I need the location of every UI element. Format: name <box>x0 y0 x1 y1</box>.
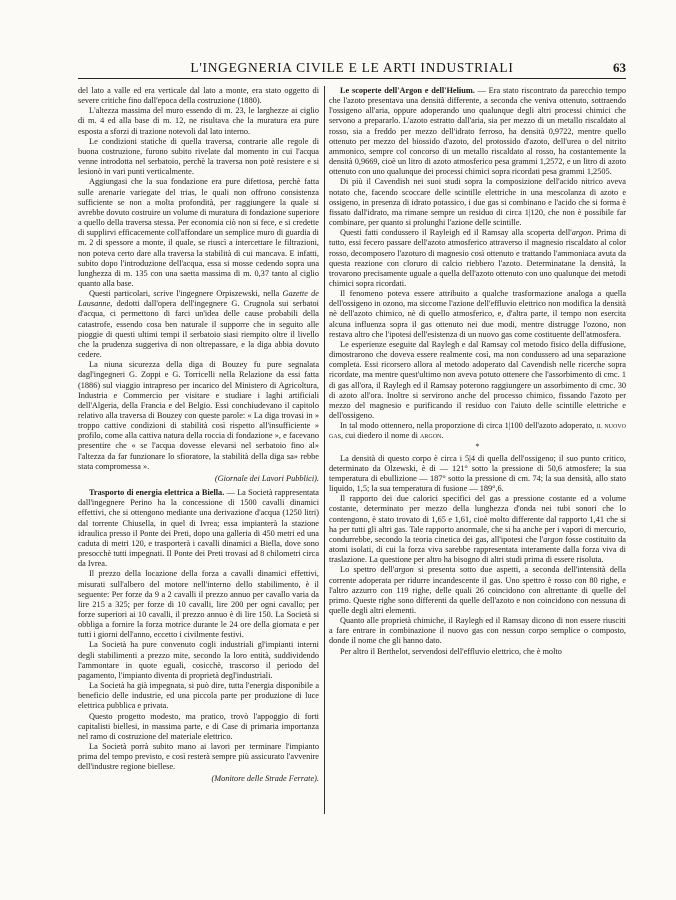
paragraph: Il fenomeno poteva essere attribuito a qualche trasformazione analoga a quella dell'ossigeno in ozono, ma siccome l'azione dell'effluvio elettrico non modifica la densità nè dell'azoto chimico, nè di quello atmosferico, e, d'altra parte, il tempo non esercita alcuna influenza sopra il gas ottenuto nei due modi, mentre distrugge l'ozono, non restava altro che l'ipotesi dell'esistenza di un nuovo gas come costituente dell'atmosfera. <box>329 289 626 339</box>
paragraph: La niuna sicurezza della diga di Bouzey fu pure segnalata dagl'ingegneri G. Zoppi e G. Torricelli nella Relazione da essi fatta (1886) sul viaggio intrapreso per incarico del Ministero di Agricoltura, Industria e Commercio per visitare e studiare i laghi artificiali dell'Algeria, della Francia e del Belgio. Essi conchiudevano il capitolo relativo alla traversa di Bouzey con queste parole: « La diga trovasi in » troppo cattive condizioni di stabilità così rispetto all'insufficiente » profilo, come alla cattiva natura della roccia di fondazione », e facevano presentire che « se l'acqua dovesse elevarsi nel serbatoio fino al» l'altezza da far funzionare lo sfioratore, la stabilità della diga sa» rebbe stata compromessa ». <box>78 360 319 471</box>
source-citation: (Monitore delle Strade Ferrate). <box>211 774 319 784</box>
text-run: — La Società rappresentata dall'ingegnere Perino ha la concessione di 1500 cavalli dinamici effettivi, che si ottengono mediante una derivazione d'acqua (1250 litri) dal torrente Chiusella, in quel di Ivrea; essa impianterà la stazione idraulica presso il Ponte dei Preti, dopo una galleria di 450 metri ed una caduta di metri 120, e trasporterà i cavalli dinamici a Biella, dove sono presocchè tutti impegnati. Il Ponte dei Preti trovasi ad 8 chilometri circa da Ivrea. <box>78 488 319 569</box>
text-run: . Prima di tutto, essi fecero passare dell'azoto atmosferico attraverso il magnesio riscaldato al color rosso, decomposero l'azoturo di magnesio così ottenuto e trattando l'ammoniaca avuta da questa reazione con cloruro di calcio riebbero l'azoto. Determinatane la densità, la trovarono precisamente uguale a quella dell'azoto ottenuto con uno qualunque dei metodi chimici sopra ricordati. <box>329 228 626 288</box>
paragraph: Questo progetto modesto, ma pratico, trovò l'appoggio di forti capitalisti biellesi, in massima parte, e di Case di primaria importanza nel ramo di costruzione del materiale elettrico. <box>78 711 319 741</box>
paragraph <box>329 494 626 565</box>
section-heading: Trasporto di energia elettrica a Biella. <box>89 488 225 498</box>
paragraph: Per altro il Berthelot, servendosi dell'effluvio elettrico, che è molto <box>340 646 562 656</box>
paragraph: La Società ha pure convenuto cogli industriali gl'impianti interni degli stabilimenti a prezzo mite, secondo la loro entità, suddividendo l'ammontare in quote eguali, cosicchè, trascorso il periodo del pagamento, l'impianto diventa di proprietà degl'industriali. <box>78 640 319 680</box>
text-run: argon <box>571 228 592 238</box>
paragraph <box>329 228 626 289</box>
text-run: — Era stato riscontrato da parecchio tempo che l'azoto presentava una densità differente, a seconda che veniva ottenuto, sottraendo l'ossigeno all'aria, oppure adoperando uno qualunque degli altri processi chimici che servono a prepararlo. L'azoto estratto dall'aria, sia per mezzo di un metallo riscaldato al rosso, sia a freddo per mezzo dell'idrato ferroso, ha densità 0,9722, mentre quello ottenuto per mezzo del biossido d'azoto, del protossido d'azoto, dell'urea o del nitrito ammonico, sempre col concorso di un metallo riscaldato al rosso, ha costantemente la densità 0,9669, cioè un litro di azoto atmosferico pesa grammi 1,2572, e un litro di azoto ottenuto con uno qualunque dei processi chimici sopra ricordati pesa grammi 1,2505. <box>329 86 626 177</box>
paragraph: Di più il Cavendish nei suoi studi sopra la composizione dell'acido nitrico aveva notato che, facendo scoccare delle scintille elettriche in una mescolanza di azoto e ossigeno, in presenza di idrato potassico, i due gas si combinano e l'acido che si forma è fissato dall'idrato, ma rimane sempre un residuo di circa 1|120, che non è possibile far combinare, per quanto si prolunghi l'azione delle scintille. <box>329 177 626 228</box>
text-run: il nuovo gas <box>329 421 626 441</box>
paragraph <box>329 421 626 441</box>
text-run: fosse costituito da atomi isolati, di cui la forza viva sarebbe rappresentata interamente dalla forza viva di traslazione. La questione per altro ha bisogno di altri studi prima di essere risoluta. <box>329 534 626 565</box>
header-rule <box>78 78 626 79</box>
paragraph: Le condizioni statiche di quella traversa, contrarie alle regole di buona costruzione, furono subito rivelate dal momento in cui l'acqua venne introdotta nel serbatoio, perchè la traversa non potè resistere e si lesionò in vari punti verticalmente. <box>78 136 319 177</box>
text-run: argon <box>394 565 414 575</box>
paragraph <box>78 289 319 360</box>
paragraph: Quanto alle proprietà chimiche, il Raylegh ed il Ramsay dicono di non essere riusciti a fare entrare in combinazione il nuovo gas con nessun corpo semplice o composto, donde il nome che gli hanno dato. <box>329 616 626 646</box>
text-run: Questi fatti condussero il Rayleigh ed il Ramsay alla scoperta dell' <box>340 228 572 238</box>
paragraph <box>329 565 626 616</box>
paragraph: del lato a valle ed era verticale dal lato a monte, era stato oggetto di severe critiche fino dall'epoca della costruzione (1880). <box>78 86 319 106</box>
paragraph <box>329 86 626 177</box>
paragraph: La Società porrà subito mano ai lavori per terminare l'impianto prima del tempo previsto, e così resterà sempre più assicurato l'avvenire dell'industre regione biellese. <box>78 742 319 772</box>
text-run: argon <box>420 431 442 441</box>
right-column <box>329 86 626 657</box>
paragraph: Il prezzo della locazione della forza a cavalli dinamici effettivi, misurati sull'albero del motore nell'interno dello stabilimento, è il seguente: Per forze da 9 a 2 cavalli il prezzo annuo per cavallo varia da lire 215 a 325; per forze di 10 cavalli, lire 200 per ogni cavallo; per forze superiori ai 10 cavalli, il prezzo annuo è di lire 150. La Società si obbliga a fornire la forza motrice durante le 24 ore della giornata e per tutti i giorni dell'anno, eccetto i civilmente festivi. <box>78 569 319 640</box>
paragraph: La Società ha già impegnata, si può dire, tutta l'energia disponibile a beneficio delle industrie, ed una piccola parte per produzione di luce elettrica pubblica e privata. <box>78 681 319 711</box>
journal-title: L'INGEGNERIA CIVILE E LE ARTI INDUSTRIALI <box>190 60 514 75</box>
text-run: Lo spettro dell' <box>340 565 395 575</box>
text-run: Il rapporto dei due calorici specifici del gas a pressione costante ed a volume costante, determinato per mezzo della lunghezza d'onda nei tubi sonori che lo contengono, è stato trovato di 1,65 e 1,61, cioè molto differente dal rapporto 1,41 che si ha per tutti gli altri gas. Tale rapporto anormale, che si ha anche per i vapori di mercurio, condurrebbe, secondo la teoria cinetica dei gas, all'ipotesi che l' <box>329 494 626 544</box>
column-divider <box>324 86 325 814</box>
text-run: . <box>441 431 444 441</box>
text-run: , dedotti dall'opera dell'ingegnere G. Crugnola sui serbatoi d'acqua, ci permettono di farci un'idea delle cause probabili della catastrofe, essendo cosa ben naturale il supporre che in seguito alle pioggie di questi ultimi tempi il serbatoio siasi riempito oltre il livello che la prudenza suggeriva di non oltrepassare, e la diga abbia dovuto cedere. <box>78 299 319 360</box>
paragraph: La densità di questo corpo è circa i 5|4 di quella dell'ossigeno; il suo punto critico, determinato da Olzewski, è di — 121° sotto la pressione di 50,6 atmosfere; la sua temperatura di ebullizione — 187° sotto la pressione di cm. 74; la sua densità, allo stato liquido, 1,5; la sua temperatura di fusione — 189°,6. <box>329 453 626 494</box>
journal-name: Gazette de Lausanne <box>78 289 319 309</box>
paragraph: Aggiungasi che la sua fondazione era pure difettosa, perchè fatta sulle arenarie variegate del trias, le quali non offrono consistenza sufficiente se non a molta profondità, per raggiungere la quale si avrebbe dovuto costruire un volume di muratura di fondazione superiore a quello della traversa stessa. Per economia ciò non si fece, e si credette di supplirvi efficacemente coll'affondare un semplice muro di guardia di m. 2 di spessore a monte, il quale, se riuscì a intercettare le filtrazioni, non poteva certo dare alla traversa la stabilità di cui mancava. E infatti, subito dopo l'introduzione dell'acqua, essa si mosse cedendo sopra una lunghezza di m. 135 con una saetta massima di m. 0,37 tanto al ciglio quanto alla base. <box>78 177 319 288</box>
text-run: , cui diedero il nome di <box>341 431 421 441</box>
section-separator: * <box>475 442 480 452</box>
paragraph <box>78 488 319 569</box>
paragraph: Le esperienze eseguite dal Raylegh e dal Ramsay col metodo fisico della diffusione, dimostrarono che doveva essere realmente così, ma non condussero ad una separazione completa. Essi ricorsero allora al metodo adoperato dal Cavendish nelle ricerche sopra ricordate, ma mentre quest'ultimo non aveva potuto ottenere che l'assorbimento di cmc. 1 di gas all'ora, il Raylegh ed il Ramsay poterono raggiungere un assorbimento di cmc. 30 di azoto all'ora. Inoltre si servirono anche del processo chimico, fissando l'azoto per mezzo del magnesio e purificando il residuo con l'aiuto delle scintille elettriche e dell'ossigeno. <box>329 339 626 420</box>
text-run: si presenta sotto due aspetti, a seconda dell'intensità della corrente adoperata per ridurre incandescente il gas. Uno spettro è rosso con 80 righe, e l'altro azzurro con 119 righe, delle quali 26 coincidono con altrettante di quelle del primo. Queste righe sono differenti da quelle dell'azoto e non coincidono con nessuna di quelle degli altri elementi. <box>329 565 626 615</box>
page-number: 63 <box>613 60 626 75</box>
left-column <box>78 86 319 785</box>
paragraph: L'altezza massima del muro essendo di m. 23, le larghezze ai ciglio di m. 4 ed alla base di m. 12, ne risultava che la muratura era pure esposta a sforzi di trazione notevoli dal lato interno. <box>78 106 319 136</box>
page-header <box>78 60 626 78</box>
section-heading: Le scoperte dell'Argon e dell'Helium. <box>340 86 475 95</box>
text-run: argon <box>543 534 563 544</box>
source-citation: (Giornale dei Lavori Pubblici). <box>214 473 319 483</box>
text-run: Questi particolari, scrive l'ingegnere Orpiszewski, nella <box>89 289 283 299</box>
text-run: In tal modo ottennero, nella proporzione di circa 1|100 dell'azoto adoperato, <box>340 421 597 431</box>
